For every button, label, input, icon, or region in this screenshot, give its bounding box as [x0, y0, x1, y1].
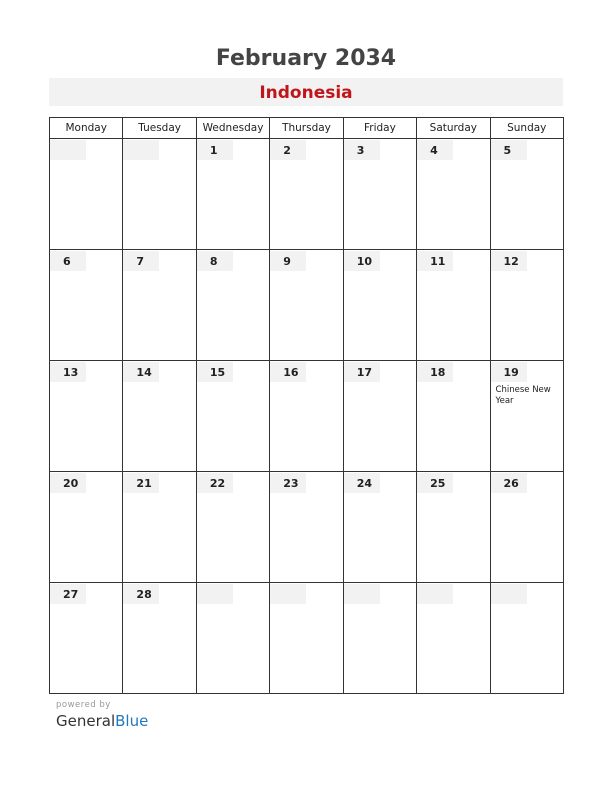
day-cell	[50, 472, 123, 583]
day-number: 22	[197, 473, 233, 493]
week-row	[50, 361, 564, 472]
day-cell	[196, 361, 269, 472]
day-number: 15	[197, 362, 233, 382]
day-cell	[50, 250, 123, 361]
day-number: 7	[123, 251, 159, 271]
day-number: 12	[491, 251, 527, 271]
day-cell	[490, 472, 563, 583]
day-number: 9	[270, 251, 306, 271]
day-cell	[50, 583, 123, 694]
day-number: 20	[50, 473, 86, 493]
country-banner	[49, 78, 563, 106]
brand-name-part1: General	[56, 712, 116, 730]
day-cell	[490, 139, 563, 250]
weekday-friday: Friday	[343, 118, 416, 139]
day-cell	[270, 361, 343, 472]
powered-by-text: powered by	[56, 700, 111, 710]
day-cell	[123, 139, 196, 250]
calendar-grid	[49, 117, 564, 694]
day-number: 8	[197, 251, 233, 271]
day-number: 3	[344, 140, 380, 160]
day-cell	[490, 583, 563, 694]
footer	[56, 700, 148, 730]
day-number: 25	[417, 473, 453, 493]
day-cell	[417, 361, 490, 472]
weekday-sunday: Sunday	[490, 118, 563, 139]
day-number: 14	[123, 362, 159, 382]
calendar-body	[50, 139, 564, 694]
day-cell	[343, 250, 416, 361]
day-number: 2	[270, 140, 306, 160]
day-number: 23	[270, 473, 306, 493]
day-number	[491, 584, 527, 604]
day-number	[417, 584, 453, 604]
day-cell	[417, 250, 490, 361]
day-cell	[196, 139, 269, 250]
day-cell	[196, 583, 269, 694]
day-cell	[270, 250, 343, 361]
day-cell	[417, 472, 490, 583]
day-number: 1	[197, 140, 233, 160]
day-number: 4	[417, 140, 453, 160]
day-number: 11	[417, 251, 453, 271]
day-number	[344, 584, 380, 604]
weekday-header-row	[50, 118, 564, 139]
day-number: 5	[491, 140, 527, 160]
page-title: February 2034	[215, 46, 397, 71]
day-number	[123, 140, 159, 160]
week-row	[50, 583, 564, 694]
week-row	[50, 250, 564, 361]
day-cell	[50, 139, 123, 250]
day-number: 26	[491, 473, 527, 493]
day-cell	[417, 139, 490, 250]
weekday-tuesday: Tuesday	[123, 118, 196, 139]
day-number	[270, 584, 306, 604]
day-cell	[123, 583, 196, 694]
brand-name-part2: Blue	[115, 712, 149, 730]
weekday-thursday: Thursday	[270, 118, 343, 139]
day-number: 16	[270, 362, 306, 382]
day-cell	[343, 472, 416, 583]
day-cell	[343, 583, 416, 694]
weekday-monday: Monday	[50, 118, 123, 139]
day-cell	[270, 472, 343, 583]
day-cell	[270, 583, 343, 694]
week-row	[50, 472, 564, 583]
day-cell	[343, 361, 416, 472]
day-cell	[490, 250, 563, 361]
day-number: 18	[417, 362, 453, 382]
day-cell	[490, 361, 563, 472]
day-number: 24	[344, 473, 380, 493]
day-cell	[123, 472, 196, 583]
day-number: 28	[123, 584, 159, 604]
day-number	[197, 584, 233, 604]
day-number: 13	[50, 362, 86, 382]
day-cell	[123, 250, 196, 361]
day-cell	[417, 583, 490, 694]
weekday-saturday: Saturday	[417, 118, 490, 139]
day-number: 6	[50, 251, 86, 271]
day-number: 10	[344, 251, 380, 271]
day-number: 17	[344, 362, 380, 382]
country-name: Indonesia	[259, 83, 353, 103]
day-cell	[270, 139, 343, 250]
day-cell	[343, 139, 416, 250]
day-cell	[123, 361, 196, 472]
day-cell	[196, 472, 269, 583]
weekday-wednesday: Wednesday	[196, 118, 269, 139]
day-cell	[196, 250, 269, 361]
holiday-label: Chinese New Year	[495, 385, 551, 406]
brand-logo	[56, 712, 148, 730]
day-number: 27	[50, 584, 86, 604]
day-cell	[50, 361, 123, 472]
day-number: 19	[491, 362, 527, 382]
week-row	[50, 139, 564, 250]
day-number	[50, 140, 86, 160]
day-number: 21	[123, 473, 159, 493]
